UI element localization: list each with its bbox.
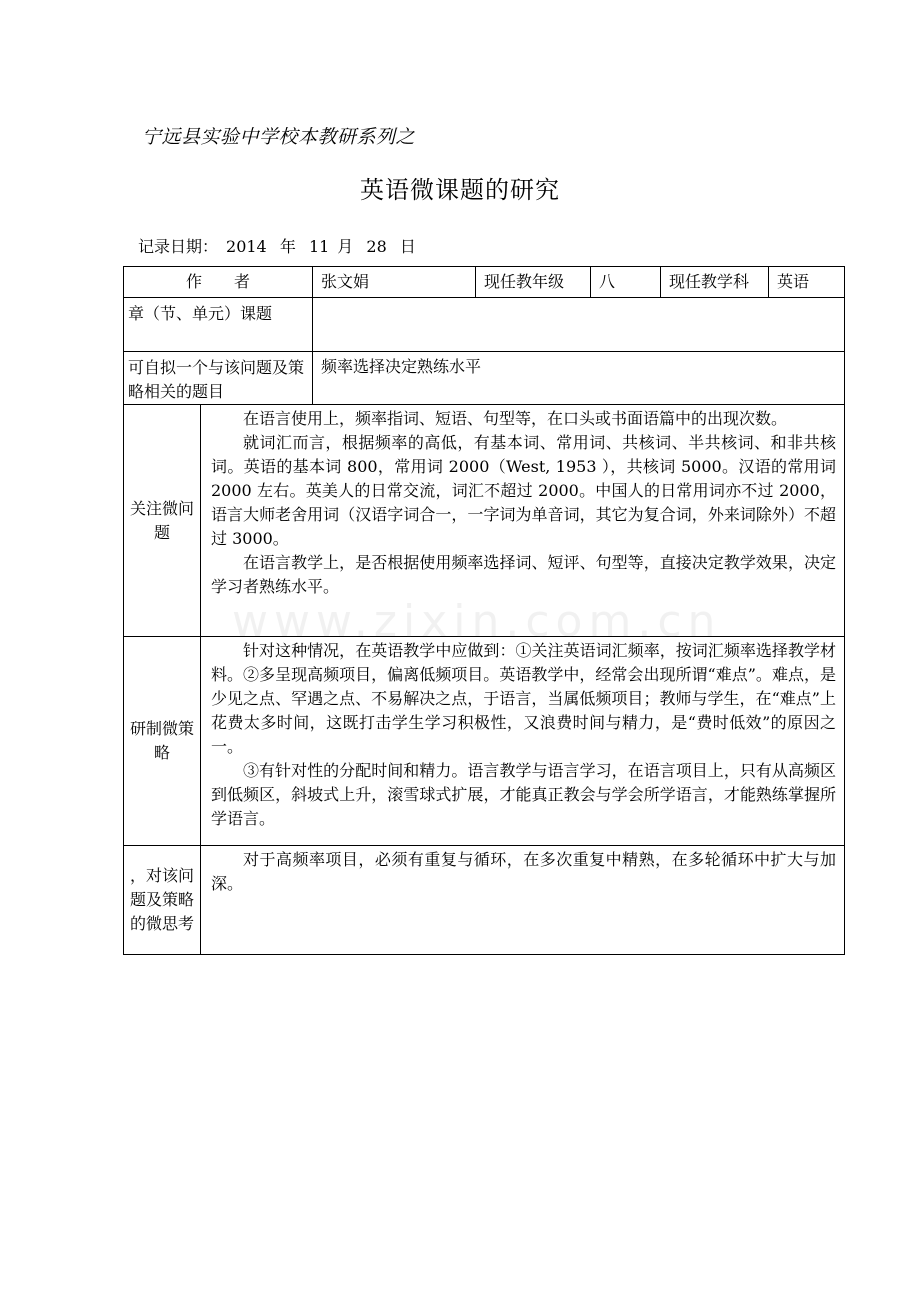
- date-day: 28: [366, 237, 387, 256]
- topic-label-cell: [124, 352, 313, 405]
- date-day-unit: 日: [399, 237, 416, 256]
- strategy-label: 研制微策略: [129, 719, 194, 762]
- focus-paragraph: 就词汇而言，根据频率的高低，有基本词、常用词、共核词、半共核词、和非共核词。英语的基本词 800，常用词 2000（West, 1953 ），共核词 5000。汉语的常用词 2000 左右。英美人的日常交流，词汇不超过 2000。中国人的日常用词亦不过 2000，语言大师老舍用词（汉语字词合一，一字词为单音词，其它为复合词，外来词除外）不超过 3000。: [211, 433, 837, 548]
- chapter-label: 章（节、单元）课题: [128, 304, 273, 323]
- strategy-row: [124, 637, 845, 846]
- date-month: 11: [308, 237, 330, 256]
- strategy-paragraph: 针对这种情况，在英语教学中应做到：①关注英语词汇频率，按词汇频率选择教学材料。②多呈现高频项目，偏离低频项目。英语教学中，经常会出现所谓“难点”。难点，是少见之点、罕遇之点、不易解决之点，于语言，当属低频项目；教师与学生，在“难点”上花费太多时间，这既打击学生学习积极性，又浪费时间与精力，是“费时低效”的原因之一。: [211, 641, 837, 756]
- date-label: 记录日期：: [138, 237, 219, 256]
- reflection-label: ，对该问题及策略的微思考: [129, 866, 194, 933]
- topic-row: [124, 352, 845, 405]
- author-value: 张文娟: [321, 272, 370, 291]
- research-form-table: [123, 266, 845, 955]
- reflection-paragraph: 对于高频率项目，必须有重复与循环，在多次重复中精熟，在多轮循环中扩大与加深。: [211, 850, 837, 893]
- grade-value: 八: [599, 272, 616, 291]
- subject-label: 现任教学科: [669, 272, 750, 291]
- subject-cell: [769, 267, 845, 298]
- topic-cell: [313, 352, 845, 405]
- author-label: 作 者: [186, 272, 251, 291]
- reflection-row: [124, 846, 845, 955]
- focus-cell: [201, 405, 845, 637]
- focus-body: [201, 405, 844, 599]
- focus-paragraph: 在语言教学上，是否根据使用频率选择词、短评、句型等，直接决定教学效果，决定学习者熟练水平。: [211, 553, 837, 596]
- record-date: [138, 234, 424, 257]
- grade-label-cell: [476, 267, 591, 298]
- strategy-paragraph: ③有针对性的分配时间和精力。语言教学与语言学习，在语言项目上，只有从高频区到低频区，斜坡式上升，滚雪球式扩展，才能真正教会与学会所学语言，才能熟练掌握所学语言。: [211, 761, 837, 828]
- author-cell: [313, 267, 476, 298]
- topic-value: 频率选择决定熟练水平: [321, 357, 482, 376]
- document-title: 英语微课题的研究: [360, 176, 560, 204]
- strategy-cell: [201, 637, 845, 846]
- subject-value: 英语: [777, 272, 810, 291]
- series-heading: 宁远县实验中学校本教研系列之: [142, 126, 416, 148]
- subject-label-cell: [661, 267, 769, 298]
- chapter-value: [313, 298, 844, 301]
- topic-label: 可自拟一个与该问题及策略相关的题目: [128, 358, 305, 401]
- focus-row: [124, 405, 845, 637]
- focus-paragraph: 在语言使用上，频率指词、短语、句型等，在口头或书面语篇中的出现次数。: [243, 409, 788, 428]
- date-year: 2014: [226, 237, 267, 256]
- author-label-cell: [124, 267, 313, 298]
- grade-label: 现任教年级: [484, 272, 565, 291]
- grade-cell: [591, 267, 661, 298]
- reflection-body: [201, 846, 844, 896]
- chapter-cell: [313, 298, 845, 352]
- focus-label: 关注微问题: [129, 498, 194, 542]
- chapter-row: [124, 298, 845, 352]
- chapter-label-cell: [124, 298, 313, 352]
- watermark: www.zixin.com.cn: [232, 596, 722, 647]
- date-year-unit: 年: [279, 237, 296, 256]
- info-row: [124, 267, 845, 298]
- strategy-body: [201, 637, 844, 831]
- date-month-unit: 月: [337, 237, 354, 256]
- strategy-label-cell: [124, 637, 201, 846]
- reflection-cell: [201, 846, 845, 955]
- focus-label-cell: [124, 405, 201, 637]
- reflection-label-cell: [124, 846, 201, 955]
